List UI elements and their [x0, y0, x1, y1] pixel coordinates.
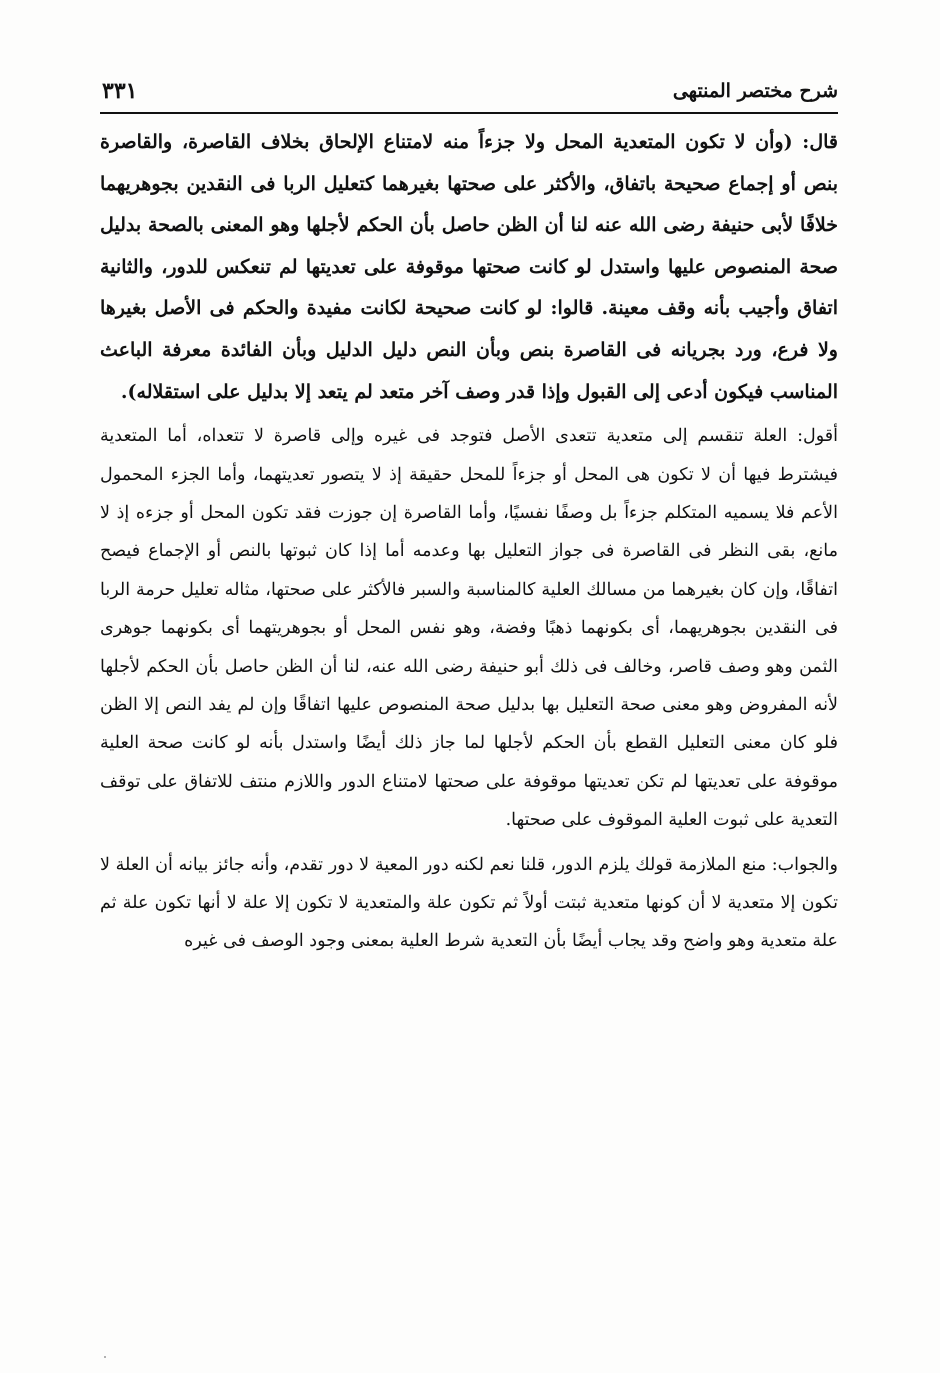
running-header — [100, 80, 838, 114]
book-title: شرح مختصر المنتهى — [672, 80, 838, 102]
sharh-paragraph-2: والجواب: منع الملازمة قولك يلزم الدور، قلنا نعم لكنه دور المعية لا دور تقدم، وأنه جائز بيانه أن العلة لا تكون إلا متعدية لا أن كونها متعدية ثبتت أولاً ثم تكون علة والمتعدية لا تكون إلا علة لا أنها تكون علة ثم علة متعدية وهو واضح وقد يجاب أيضًا بأن التعدية شرط العلية بمعنى وجود الوصف فى غيره — [100, 854, 838, 952]
page-number: ٣٣١ — [102, 78, 138, 104]
paper-speck — [104, 1356, 106, 1358]
matn-paragraph: قال: (وأن لا تكون المتعدية المحل ولا جزءاً منه لامتناع الإلحاق بخلاف القاصرة، والقاصرة بنص أو إجماع صحيحة باتفاق، والأكثر على صحتها بغيرهما كتعليل الربا فى النقدين بجوهريهما خلافًا لأبى حنيفة رضى الله عنه لنا أن الظن حاصل بأن الحكم لأجلها وهو المعنى بالصحة بدليل صحة المنصوص عليها واستدل لو كانت صحتها موقوفة على تعديتها لم تنعكس للدور، والثانية اتفاق وأجيب بأنه وقف معينة. قالوا: لو كانت صحيحة لكانت مفيدة والحكم فى الأصل بغيرها ولا فرع، ورد بجريانه فى القاصرة بنص وبأن النص دليل الدليل وبأن الفائدة معرفة الباعث المناسب فيكون أدعى إلى القبول وإذا قدر وصف آخر متعد لم يتعد إلا بدليل على استقلاله). — [100, 131, 839, 403]
sharh-paragraph-1: أقول: العلة تنقسم إلى متعدية تتعدى الأصل فتوجد فى غيره وإلى قاصرة لا تتعداه، أما المتعدية فيشترط فيها أن لا تكون هى المحل أو جزءاً للمحل حقيقة إذ لا يتصور تعديتهما، وأما الجزء المحمول الأعم فلا يسميه المتكلم جزءاً بل وصفًا نفسيًا، وأما القاصرة إن جوزت فقد تكون المحل أو جزءه إذ لا مانع، بقى النظر فى القاصرة فى جواز التعليل بها وعدمه أما إذا كان ثبوتها بالنص أو الإجماع فيصح اتفاقًا، وإن كان بغيرهما من مسالك العلية كالمناسبة والسبر فالأكثر على صحتها، مثاله تعليل حرمة الربا فى النقدين بجوهريهما، أى بكونهما ذهبًا وفضة، وهو نفس المحل أو بجوهريتهما أى بكونهما جوهرى الثمن وهو وصف قاصر، وخالف فى ذلك أبو حنيفة رضى الله عنه، لنا أن الظن حاصل بأن الحكم لأجلها لأنه المفروض وهو معنى صحة التعليل بها بدليل صحة المنصوص عليها اتفاقًا وإن لم يفد النص إلا الظن فلو كان معنى التعليل القطع بأن الحكم لأجلها لما جاز ذلك أيضًا واستدل بأنه لو كانت صحة العلية موقوفة على تعديتها لم تكن تعديتها موقوفة على صحتها لامتناع الدور واللازم منتف للاتفاق على توقف التعدية على ثبوت العلية الموقوف على صحتها. — [100, 426, 838, 831]
page-body — [100, 122, 838, 961]
